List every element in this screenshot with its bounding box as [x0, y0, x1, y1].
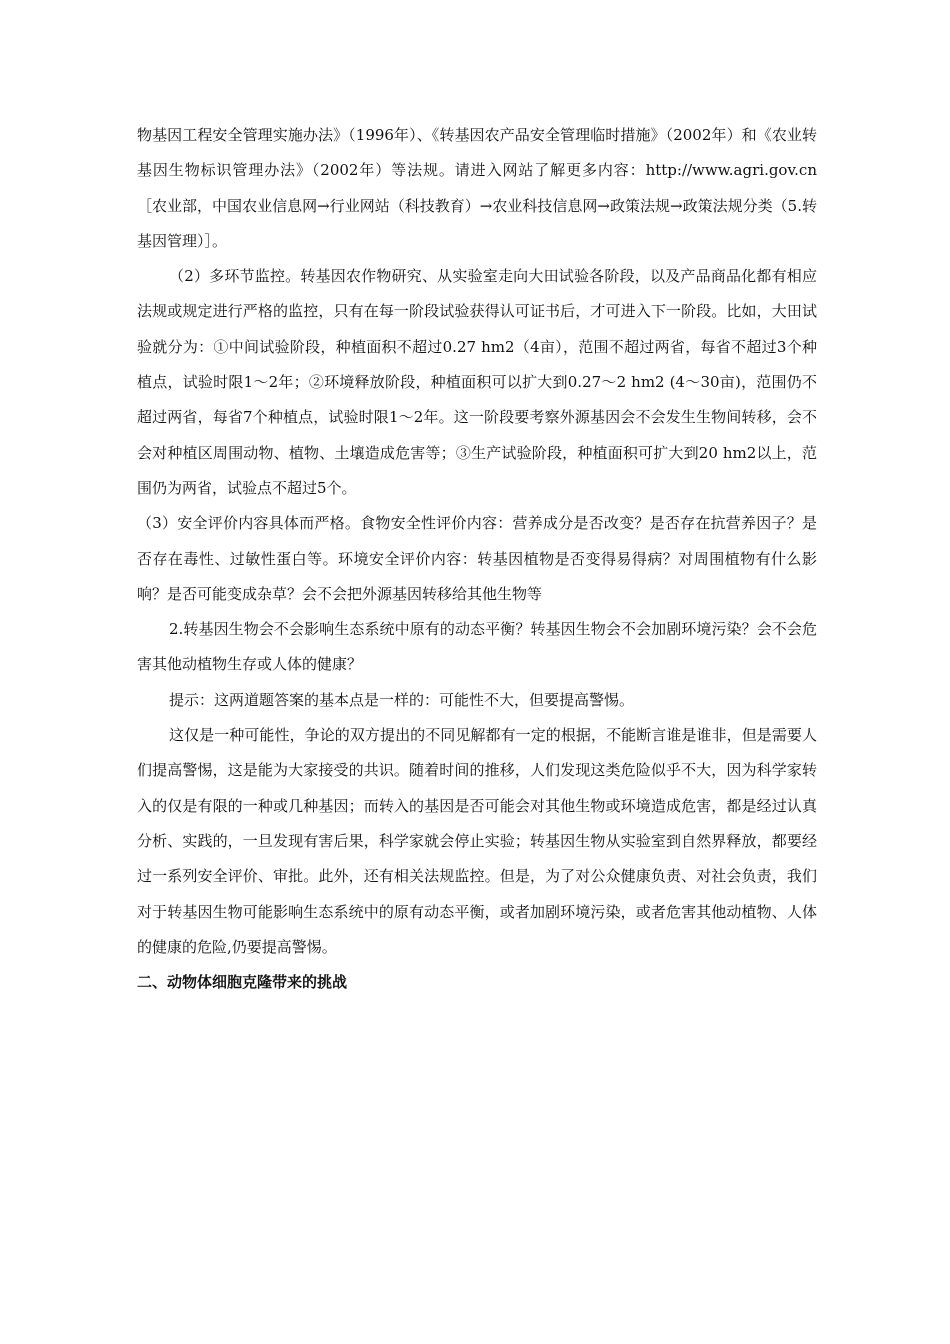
hint-paragraph: 提示：这两道题答案的基本点是一样的：可能性不大，但要提高警惕。	[169, 690, 635, 709]
safety-evaluation-paragraph: （3）安全评价内容具体而严格。食物安全性评价内容：营养成分是否改变？是否存在抗营养因子？是否存在毒性、过敏性蛋白等。环境安全评价内容：转基因植物是否变得易得病？对周围植物有什么影响？是否可能变成杂草？会不会把外源基因转移给其他生物等	[137, 514, 817, 603]
regulations-paragraph: 物基因工程安全管理实施办法》（1996年）、《转基因农产品安全管理临时措施》（2002年）和《农业转基因生物标识管理办法》（2002年）等法规。请进入网站了解更多内容：http://www.agri.gov.cn ［农业部，中国农业信息网→行业网站（科技教育）→农业科技信息网→政策法规→政策法规分类（5.转基因管理）］。	[137, 126, 817, 250]
document-body	[137, 118, 817, 1000]
discussion-paragraph: 这仅是一种可能性，争论的双方提出的不同见解都有一定的根据，不能断言谁是谁非，但是需要人们提高警惕，这是能为大家接受的共识。随着时间的推移，人们发现这类危险似乎不大，因为科学家转入的仅是有限的一种或几种基因；而转入的基因是否可能会对其他生物或环境造成危害，都是经过认真分析、实践的，一旦发现有害后果，科学家就会停止实验；转基因生物从实验室到自然界释放，都要经过一系列安全评价、审批。此外，还有相关法规监控。但是，为了对公众健康负责、对社会负责，我们对于转基因生物可能影响生态系统中的原有动态平衡，或者加剧环境污染，或者危害其他动植物、人体的健康的危险,仍要提高警惕。	[137, 726, 817, 956]
question-2-paragraph: 2.转基因生物会不会影响生态系统中原有的动态平衡？转基因生物会不会加剧环境污染？会不会危害其他动植物生存或人体的健康？	[137, 620, 817, 674]
section-heading: 二、动物体细胞克隆带来的挑战	[137, 973, 348, 992]
multi-stage-monitoring-paragraph: （2）多环节监控。转基因农作物研究、从实验室走向大田试验各阶段，以及产品商品化都有相应法规或规定进行严格的监控，只有在每一阶段试验获得认可证书后，才可进入下一阶段。比如，大田试验就分为：①中间试验阶段，种植面积不超过0.27 hm2（4亩），范围不超过两省，每省不超过3个种植点，试验时限1～2年；②环境释放阶段，种植面积可以扩大到0.27～2 hm2 (4～30亩)，范围仍不超过两省，每省7个种植点，试验时限1～2年。这一阶段要考察外源基因会不会发生生物间转移，会不会对种植区周围动物、植物、土壤造成危害等；③生产试验阶段，种植面积可扩大到20 hm2以上，范围仍为两省，试验点不超过5个。	[137, 267, 817, 497]
